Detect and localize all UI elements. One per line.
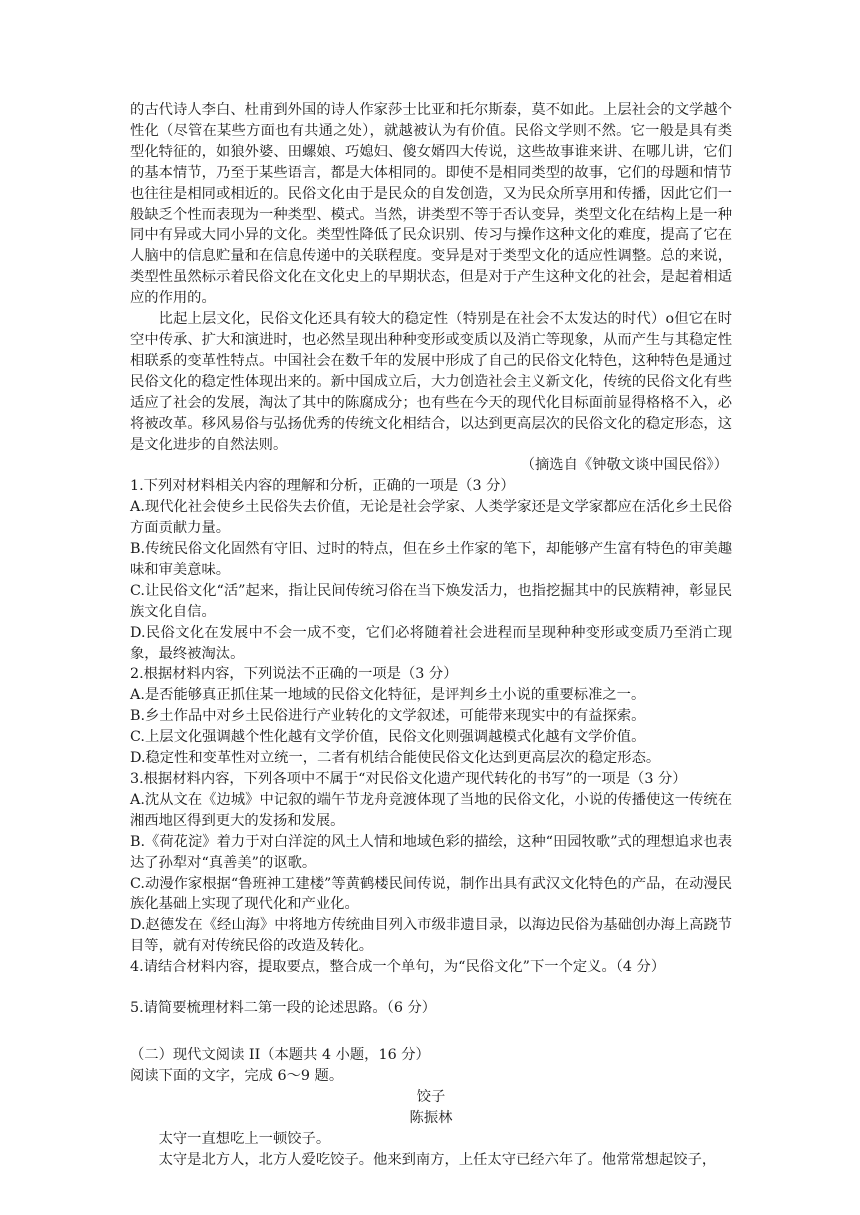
document-page	[130, 100, 732, 1170]
question-1-option-b: B.传统民俗文化固然有守旧、过时的特点，但在乡土作家的笔下，却能够产生富有特色的审美趣味和审美意味。	[130, 541, 732, 578]
material-paragraph-2: 比起上层文化，民俗文化还具有较大的稳定性（特别是在社会不太发达的时代）o但它在时空中传承、扩大和演进时，也必然呈现出种种变形或变质以及消亡等现象，从而产生与其稳定性相联系的变革性特点。中国社会在数千年的发展中形成了自己的民俗文化特色，这种特色是通过民俗文化的稳定性体现出来的。新中国成立后，大力创造社会主义新文化，传统的民俗文化有些适应了社会的发展，淘汰了其中的陈腐成分；也有些在今天的现代化目标面前显得格格不入，必将被改革。移风易俗与弘扬优秀的传统文化相结合，以达到更高层次的民俗文化的稳定形态，这是文化进步的自然法则。	[130, 311, 732, 453]
story-line-2: 太守是北方人，北方人爱吃饺子。他来到南方，上任太守已经六年了。他常常想起饺子，	[158, 1151, 717, 1168]
question-3-option-a: A.沈从文在《边城》中记叙的端午节龙舟竞渡体现了当地的民俗文化，小说的传播使这一传统在湘西地区得到更大的发扬和发展。	[130, 791, 732, 829]
section-2-heading: （二）现代文阅读 II（本题共 4 小题，16 分）	[130, 1046, 430, 1063]
question-1-option-a: A.现代化社会使乡土民俗失去价值，无论是社会学家、人类学家还是文学家都应在活化乡土民俗方面贡献力量。	[130, 499, 732, 537]
question-2-option-b: B.乡土作品中对乡土民俗进行产业转化的文学叙述，可能带来现实中的有益探索。	[130, 708, 646, 725]
section-2-instruction: 阅读下面的文字，完成 6〜9 题。	[130, 1067, 344, 1084]
question-1: 1.下列对材料相关内容的理解和分析，正确的一项是（3 分）	[130, 478, 515, 495]
question-2-option-d: D.稳定性和变革性对立统一，二者有机结合能使民俗文化达到更高层次的稳定形态。	[130, 750, 661, 767]
question-2-option-a: A.是否能够真正抓住某一地域的民俗文化特征，是评判乡土小说的重要标准之一。	[130, 687, 646, 704]
question-5: 5.请简要梳理材料二第一段的论述思路。（6 分）	[130, 1000, 437, 1017]
story-author: 陈振林	[409, 1109, 453, 1126]
question-3-option-c: C.动漫作家根据“鲁班神工建楼”等黄鹤楼民间传说，制作出具有武汉文化特色的产品，在动漫民族化基础上实现了现代化和产业化。	[130, 875, 732, 913]
story-title: 饺子	[416, 1088, 446, 1105]
story-line-1: 太守一直想吃上一顿饺子。	[158, 1130, 331, 1147]
question-3-option-b: B.《荷花淀》着力于对白洋淀的风土人情和地域色彩的描绘，这种“田园牧歌”式的理想追求也表达了孙犁对“真善美”的讴歌。	[130, 833, 732, 871]
question-2-option-c: C.上层文化强调越个性化越有文学价值，民俗文化则强调越模式化越有文学价值。	[130, 729, 646, 746]
answer-space	[130, 978, 732, 998]
question-1-option-d: D.民俗文化在发展中不会一成不变，它们必将随着社会进程而呈现种种变形或变质乃至消亡现象，最终被淘汰。	[130, 624, 732, 662]
section-2	[130, 1045, 732, 1170]
question-3-option-d: D.赵德发在《经山海》中将地方传统曲目列入市级非遗目录，以海边民俗为基础创办海上高跷节目等，就有对传统民俗的改造及转化。	[130, 917, 732, 955]
question-2: 2.根据材料内容，下列说法不正确的一项是（3 分）	[130, 666, 458, 683]
question-4: 4.请结合材料内容，提取要点，整合成一个单句，为“民俗文化”下一个定义。（4 分）	[130, 959, 666, 976]
material-paragraph-1: 的古代诗人李白、杜甫到外国的诗人作家莎士比亚和托尔斯泰，莫不如此。上层社会的文学越个性化（尽管在某些方面也有共通之处），就越被认为有价值。民俗文学则不然。它一般是具有类型化特征的，如狼外婆、田螺娘、巧媳妇、傻女婿四大传说，这些故事谁来讲、在哪儿讲，它们的基本情节，乃至于某些语言，都是大体相同的。即使不是相同类型的故事，它们的母题和情节也往往是相同或相近的。民俗文化由于是民众的自发创造，又为民众所享用和传播，因此它们一般缺乏个性而表现为一种类型、模式。当然，讲类型不等于否认变异，类型文化在结构上是一种同中有异或大同小异的文化。类型性降低了民众识别、传习与操作这种文化的难度，提高了它在人脑中的信息贮量和在信息传递中的关联程度。变异是对于类型文化的适应性调整。总的来说，类型性虽然标示着民俗文化在文化史上的早期状态，但是对于产生这种文化的社会，是起着相适应的作用的。	[130, 102, 732, 307]
question-1-option-c: C.让民俗文化“活”起来，指让民间传统习俗在当下焕发活力，也指挖掘其中的民族精神，彰显民族文化自信。	[130, 582, 732, 620]
material-source: （摘选自《钟敬文谈中国民俗》）	[520, 457, 728, 474]
question-3: 3.根据材料内容，下列各项中不属于“对民俗文化遗产现代转化的书写”的一项是（3 分）	[130, 771, 687, 787]
